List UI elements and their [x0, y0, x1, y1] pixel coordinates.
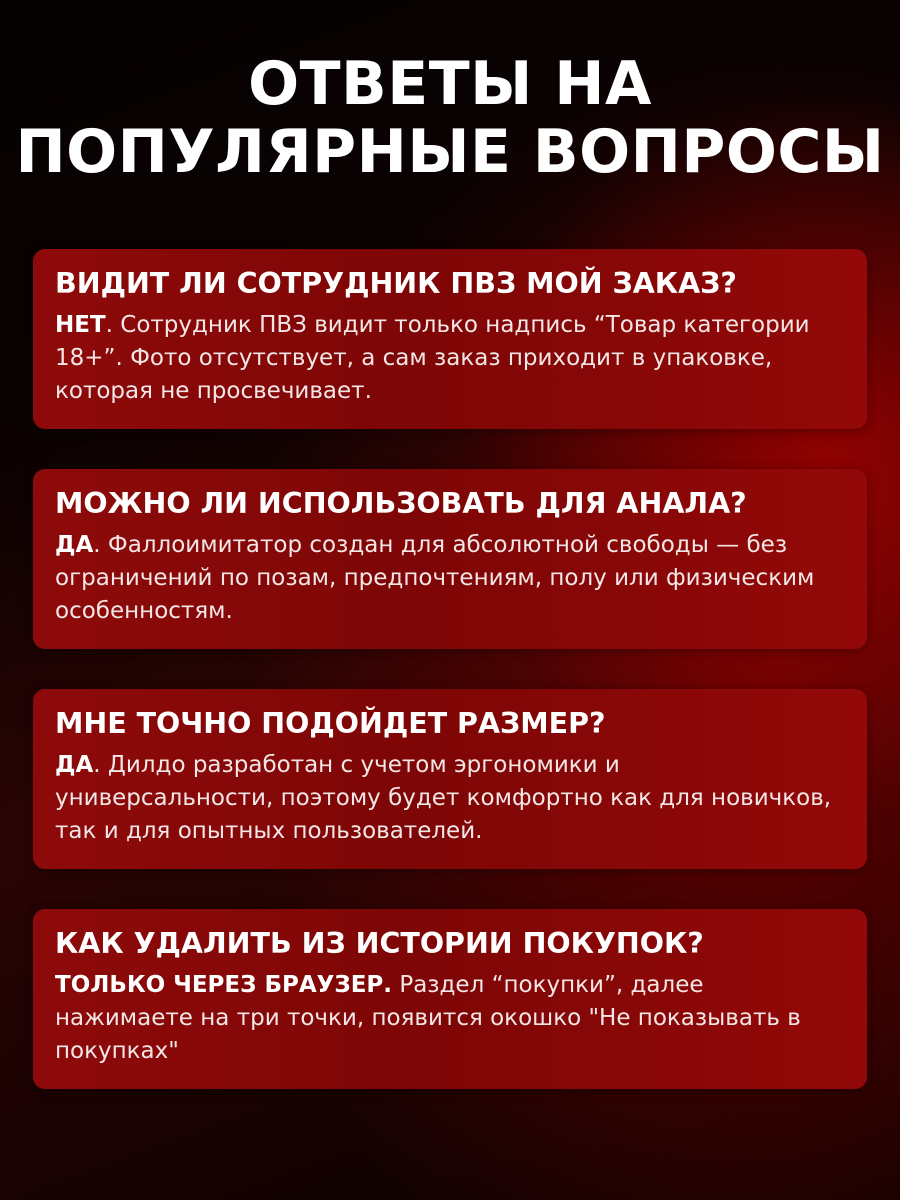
faq-question: МОЖНО ЛИ ИСПОЛЬЗОВАТЬ ДЛЯ АНАЛА?: [55, 487, 747, 520]
faq-answer-lead: ДА: [55, 532, 94, 558]
faq-question: ВИДИТ ЛИ СОТРУДНИК ПВЗ МОЙ ЗАКАЗ?: [55, 267, 737, 300]
faq-answer: [55, 309, 845, 408]
faq-card-usage: [33, 469, 867, 649]
faq-card-size: [33, 689, 867, 869]
faq-answer-lead: ТОЛЬКО ЧЕРЕЗ БРАУЗЕР.: [55, 972, 393, 998]
faq-answer-text: . Сотрудник ПВЗ видит только надпись “Товар категории 18+”. Фото отсутствует, а сам заказ приходит в упаковке, которая не просвечивает.: [55, 312, 810, 404]
page-title: [0, 50, 900, 186]
faq-card-history: [33, 909, 867, 1089]
faq-answer-text: . Фаллоимитатор создан для абсолютной свободы — без ограничений по позам, предпочтениям, полу или физическим особенностям.: [55, 532, 815, 624]
faq-answer-lead: НЕТ: [55, 312, 106, 338]
faq-card-pvz: [33, 249, 867, 429]
page-title-line-2: ПОПУЛЯРНЫЕ ВОПРОСЫ: [15, 117, 885, 187]
faq-answer: [55, 749, 845, 848]
faq-answer-text: Раздел “покупки”, далее нажимаете на три точки, появится окошко "Не показывать в покупках": [55, 972, 801, 1064]
faq-question: КАК УДАЛИТЬ ИЗ ИСТОРИИ ПОКУПОК?: [55, 927, 704, 960]
page-title-line-1: ОТВЕТЫ НА: [248, 49, 652, 119]
faq-answer-lead: ДА: [55, 752, 94, 778]
faq-answer: [55, 529, 845, 628]
faq-answer: [55, 969, 845, 1068]
faq-answer-text: . Дилдо разработан с учетом эргономики и универсальности, поэтому будет комфортно как для новичков, так и для опытных пользователей.: [55, 752, 832, 844]
faq-question: МНЕ ТОЧНО ПОДОЙДЕТ РАЗМЕР?: [55, 707, 606, 740]
